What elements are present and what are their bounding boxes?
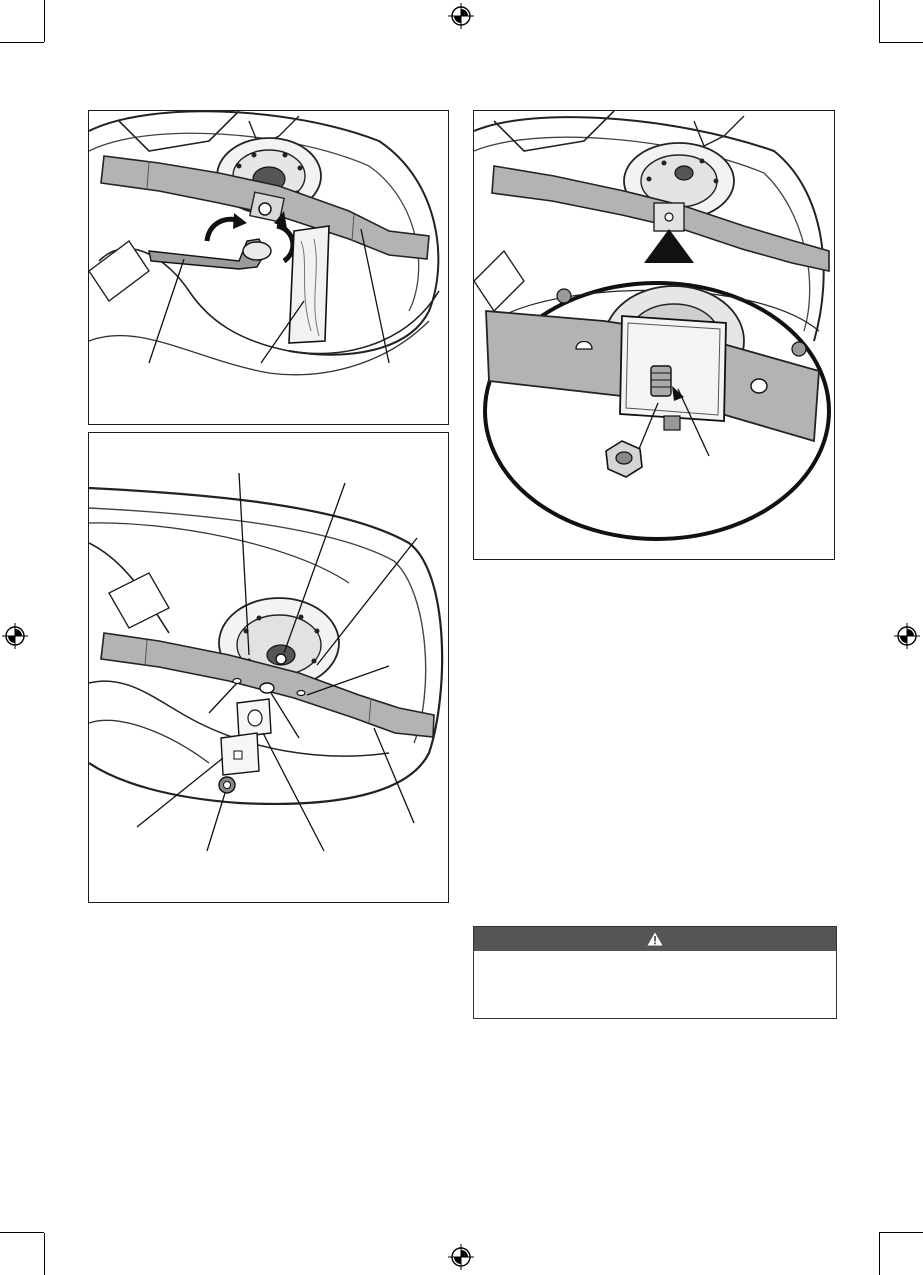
registration-mark-icon — [448, 1244, 474, 1270]
registration-mark-icon — [894, 623, 920, 649]
figure-blade-removal — [88, 110, 449, 425]
figure-blade-detail — [473, 110, 835, 560]
trim-mark — [0, 1232, 44, 1233]
trim-mark — [879, 1233, 880, 1275]
trim-mark — [879, 1232, 923, 1233]
warning-header — [474, 927, 836, 951]
warning-box — [473, 926, 837, 1019]
trim-mark — [44, 1233, 45, 1275]
trim-mark — [879, 0, 880, 42]
warning-body — [474, 951, 836, 1017]
blade-detail-illustration — [474, 111, 834, 559]
warning-triangle-icon — [647, 932, 663, 946]
figure-blade-installation — [88, 432, 449, 903]
trim-mark — [879, 42, 923, 43]
registration-mark-icon — [2, 623, 28, 649]
trim-mark — [44, 0, 45, 42]
registration-mark-icon — [448, 3, 474, 29]
trim-mark — [0, 42, 44, 43]
blade-removal-illustration — [89, 111, 448, 424]
blade-installation-illustration — [89, 433, 448, 902]
